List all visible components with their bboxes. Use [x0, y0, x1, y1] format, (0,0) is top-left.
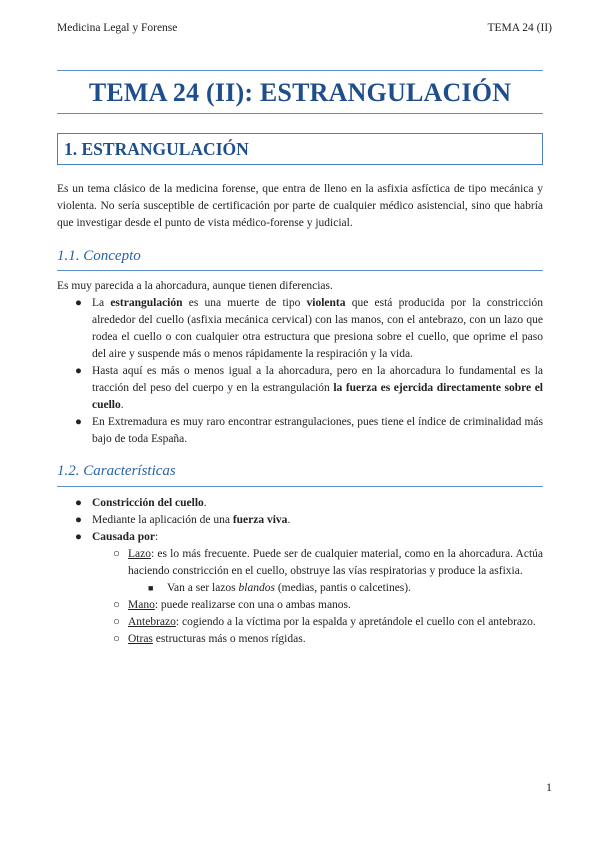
list-item: ○ Mano: puede realizarse con una o ambas manos.	[57, 597, 543, 614]
list-item: ● Causada por:	[57, 529, 543, 546]
subsection-rule	[57, 270, 543, 271]
circle-bullet-icon: ○	[113, 599, 120, 611]
concepto-list	[57, 295, 543, 448]
bullet-icon: ●	[75, 365, 82, 377]
title-bottom-rule	[57, 113, 543, 114]
list-item: ● Mediante la aplicación de una fuerza viva.	[57, 512, 543, 529]
bullet-icon: ●	[75, 297, 82, 309]
section-heading: 1. ESTRANGULACIÓN	[64, 139, 249, 159]
caracteristicas-list	[57, 495, 543, 648]
concepto-lead: Es muy parecida a la ahorcadura, aunque tienen diferencias.	[57, 280, 333, 292]
bullet-icon: ●	[75, 416, 82, 428]
bullet-icon: ●	[75, 497, 82, 509]
list-item: ● La estrangulación es una muerte de tipo violenta que está producida por la constricción alrededor del cuello (asfixia mecánica cervical) con las manos, con el antebrazo, con un lazo que rodea el cuello o con cualquier otra estructura que presiona sobre el cuello, que oprime el paso del aire y suspende más o menos rápidamente la respiración y la vida.	[75, 297, 543, 360]
page-number: 1	[546, 780, 552, 794]
subsection-heading-concepto: 1.1. Concepto	[57, 248, 141, 264]
list-item: ■ Van a ser lazos blandos (medias, pantis o calcetines).	[57, 580, 543, 597]
circle-bullet-icon: ○	[113, 616, 120, 628]
square-bullet-icon: ■	[148, 583, 154, 593]
list-item: ○ Antebrazo: cogiendo a la víctima por la espalda y apretándole el cuello con el antebrazo.	[57, 614, 543, 631]
bullet-icon: ●	[75, 514, 82, 526]
running-header-right: TEMA 24 (II)	[487, 22, 552, 34]
section-heading-box	[57, 133, 543, 165]
subsection-rule	[57, 486, 543, 487]
list-item: ● Hasta aquí es más o menos igual a la ahorcadura, pero en la ahorcadura lo fundamental es la tracción del peso del cuerpo y en la estrangulación la fuerza es ejercida directamente sobre el cuello.	[75, 365, 543, 411]
list-item: ● Constricción del cuello.	[57, 495, 543, 512]
circle-bullet-icon: ○	[113, 548, 120, 560]
running-header-left: Medicina Legal y Forense	[57, 22, 178, 34]
list-item: ● En Extremadura es muy raro encontrar estrangulaciones, pues tiene el índice de criminalidad más bajo de toda España.	[75, 416, 543, 445]
circle-bullet-icon: ○	[113, 633, 120, 645]
list-item: ○ Otras estructuras más o menos rígidas.	[57, 631, 543, 648]
subsection-heading-caracteristicas: 1.2. Características	[57, 463, 176, 479]
title-top-rule	[57, 70, 543, 71]
list-item: ○ Lazo: es lo más frecuente. Puede ser de cualquier material, como en la ahorcadura. Actúa haciendo constricción en el cuello, obstruye las vías respiratorias y produce la asfixia.	[113, 548, 543, 577]
intro-paragraph: Es un tema clásico de la medicina forense, que entra de lleno en la asfixia asfíctica de tipo mecánica y violenta. No sería susceptible de certificación por parte de cualquier médico asistencial, sino que habría que investigar desde el punto de vista médico-forense y judicial.	[57, 183, 543, 229]
bullet-icon: ●	[75, 531, 82, 543]
page-title: TEMA 24 (II): ESTRANGULACIÓN	[88, 78, 512, 107]
